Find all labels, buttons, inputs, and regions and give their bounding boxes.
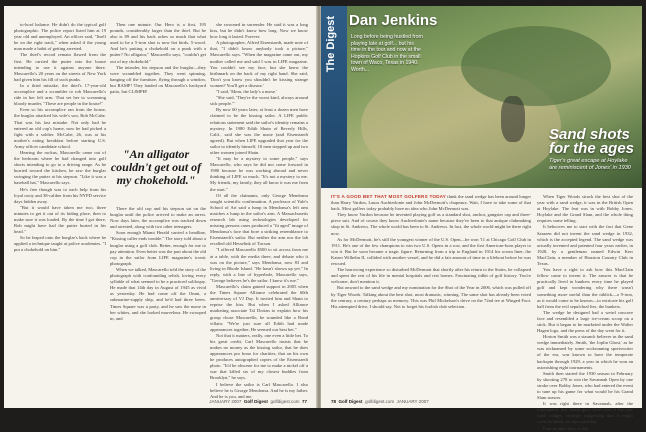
paragraph: Then one minute. Our Hero is a first, 195 pounds, considerably larger than the thief. But he also is 89 and his back aches so much that what used to be a 5-iron shot is now 6ot birds. 5-wood. And he's putting a chokehold on a punk with a putter? No alligator," Mascarello says, "couldn't get out of my chokehold.": [110, 22, 206, 64]
article-headline: Sand shots for the ages: [549, 126, 635, 157]
paragraph: I believe the sailor is Carl Mascarello. I also believe he is George Mendonsa. And he is my father. And he is you, and me.: [210, 381, 308, 399]
right-footer: [331, 399, 429, 404]
right-footer-magazine: Golf Digest: [338, 399, 363, 404]
paragraph: When we talked, Mascarello told the story of the photograph with confounding relish, loving every syllable of what seemed to be a practiced soliloquy. He made that 14th day in August of 1945 as vivid as yesterday. He had come off the Omni, a submarine-supply ship, and he'd had three beers. Times Square was a party, and he saw the nurse in her whites, and she looked marvelous. He swooped in, and: [110, 266, 206, 321]
lead-in-caps: IT'S A GOOD BET THAT MOST GOLFERS TODAY: [331, 194, 447, 199]
article-deck: Tiger's great escape at Hoylake are reminiscent of Jones' in 1930: [549, 158, 631, 171]
paragraph: to-hoof balance. He didn't do the typical golf photographic. The police report listed him at 19 year old and unemployed. An officer said, "Itself be on the right track," when asked if the young man made a habit of getting arrested.: [14, 22, 106, 52]
left-footer-site: golfdigest.com: [270, 399, 300, 404]
paragraph: Horton Smith was a staunch believer in the sand wedge immediately. Smith, 'the Joplin Ghost,' as he was nicknamed by some sockrunning sportswriter of the era, was known to have the temperate backspin through 1929, a year in which he won an astonishing eight tournaments.: [537, 334, 633, 370]
paragraph: she swooned in surrender. He said it was a long kiss, but he didn't know how long. Now we know how long it lasted. Forever.: [210, 22, 308, 40]
paragraph: A photographer, Alfred Eisenstaedt, made note of that, "I didn't know anybody took a picture," Mascarello says. "When the magazine came out, my mother called me and said I was in LIFE magazine. You couldn't see my face, but she knew the birthmark on the back of my right hand. She said, 'Don't you know you shouldn't be kissing strange women? You'll get a disease.': [210, 40, 308, 88]
paragraph: When Tiger Woods struck the best shot of the year with a sand wedge, it was in the British Open at Hoylake. The feat was in with Bobby Jones, Hoylake and the Grand Slam, and the whole thing requires some telling.: [537, 194, 633, 224]
author-byline: Dan Jenkins: [349, 12, 438, 29]
paragraph: But onward to the sand wedge and my nomination for the Shot of the Year in 2006, which was pulled off by Tiger Woods. Talking about the best shot, most dramatic, winning. The same shot has already been voted the century, a century perhaps as memory. This was Phil Mickelson's drive on the 72nd tee at Winged Foot. His attempted drive, I should say. Not to forget his foolish club selection.: [331, 285, 531, 309]
right-magazine-page: [321, 6, 642, 431]
golf-bunker-photo: [321, 6, 642, 188]
left-footer-page: 77: [301, 399, 307, 404]
paragraph: So he leaped onto the burglar's back where he applied a technique taught at police academies. "I put a chokehold on him.": [14, 235, 106, 253]
paragraph: "I said, 'Mom, the lady's a nurse.': [216, 89, 277, 95]
photo-caption: Long before being hustled from playing late at golf... but his time in the tour and now at the Hopkins Golf Club in the small town of Waco, Texas in 1940. Worth...: [351, 34, 423, 73]
paragraph: "She said, 'They're the worst kind, always around sick people.'": [210, 95, 308, 107]
paragraph: Smith then started the 1930 season in February by shooting 278 to win the Savannah Open by one stroke over Bobby Jones, who had entered the event to tune up his game for what would be his Grand Slam season.: [537, 370, 633, 401]
paragraph: There the old cop and his stepson sat on the burglar until the police arrived to make an arrest. Now days later, the accomplice was tracked down and arrested, along with two other teenagers.: [110, 206, 206, 230]
paragraph: Four months later, it did.: [543, 425, 589, 431]
paragraph: As for McDermott, he's still the youngest winner of the U.S. Open—he won '11 at Chicago Golf Club in 1911. He's one of the few champions to win two U.S. Opens in a row, and the first American-born player to win it. But he soon became a tragic figure. Returning from a trip to England in 1914 his ocean liner, the Kaiser Wilhelm II, collided with another vessel, and he did a fair amount of time in a lifeboat before he was rescued.: [331, 236, 531, 267]
paragraph: He's free though was to each help from his loyal rooty and 38-caliber from his NYPD service days hidden away.: [14, 186, 106, 204]
paragraph: In a third mistake, the thief's 17-year-old accomplice and a scrambler to rob Mascarello's ride in her left arm. That set her to screaming bloody murder, "These are people in the house!": [14, 82, 106, 107]
paragraph: "It may be a mystery to some people," says Mascarello, who says he did not come forward in 1980 because he was working abroad and never thinking of LIFE so much. "It's not a mystery to me. My friends, my family, they all know it was me from the start.": [210, 156, 308, 192]
paragraph: Of all the claimants, only George Mendonsa sought scientific confirmation. A professor of Yale's School of Art said a lump in Mendonsa's left arm matches a lump in the sailor's arm. A Massachusetts research lab using technologies developed for missing persons cases produced a "fit aged" image of Mendonsa's face that bore a striking resemblance to Eisenstaedt's sailor. But neither the arm nor the lab recalled old Hesselink of Tucson.: [210, 192, 308, 247]
paragraph: Hearing the ruckus, Mascarello came out of the bedroom where he had changed into golf shorts intending to go to a driving range. As he hurried toward the kitchen, he saw the burglar swinging the putter at his stepson. "Like it was a baseball bat," Mascarello says.: [14, 149, 106, 186]
fairway-mound-shape: [461, 26, 611, 106]
paragraph: The wedge he designed had a weird concave face and resembled a large ice-cream scoop on a stick. But it began to be marketed under the Walter Hagen logo, and the press of the day went for it.: [537, 309, 633, 334]
paragraph: It behooves me to start with the fact that Gene Sarazen did not invent the sand wedge in 1932, which is the accepted legend. The sand wedge was actually invented and patented four years earlier, in 1928, by a gentleman named Edwin Kerr MacClain, a member of Houston Country Club in Texas.: [537, 224, 633, 267]
paragraph: Even so his accomplice ran from the house, the burglar attacked his wife's son, Rob McCabe. That was his last mistake. Not only had he entered an old cop's home, now he had picked a fight with a soldier. McCabe, 26, was at his mother's eating breakfast before starting U.S. Army officer candidate school.: [14, 107, 106, 149]
left-footer: [209, 399, 307, 404]
paragraph: It was right there in Savannah, after the tournament, that Smith gave Jones one of the new sand wedges, strongly suggesting that it might come in handy for him someday.: [537, 401, 633, 425]
right-footer-site: golfdigest.com: [365, 399, 395, 404]
paragraph: Not that it matters, really, one even a little bet. To his great credit, Carl Mascarello insists that he makes no money as the kissing sailor, that he does appearances pro bono for charities, that on his own he produces autographed copies of the Eisenstaedt photo. "It'd be obscene for me to make a nickel off a war that killed six of my closest buddies from Brooklyn," he says.: [210, 332, 308, 381]
pull-quote: "An alligator couldn't get out of my chokehold.": [110, 147, 202, 187]
paragraph: "I offered Mascarello $500 to sit across from me at a table, with the media there, and debate who it was on the picture," says Mendonsa, now 83 and living in Rhode Island. "He hasn't shown up yet." In reply, with a line of hyperbole, Mascarello says, "George believes he's the sailor. I know it's me.": [210, 247, 308, 283]
left-magazine-page: [4, 6, 317, 408]
right-footer-page: 78: [331, 399, 337, 404]
paragraph: Mascarello's claim gained support in 2005 when the Times Square Alliance celebrated the 60th anniversary of VJ Day. It invited him and Shain to reprise the kiss. But when I asked Alliance marketing associate Tal Dorian to explain how his group chose Mascarello, he sounded like a Bond villain: "We're just sure all Edith had made appearances together, He seemed our best bet.": [210, 284, 308, 332]
paragraph: "But it would have taken me two, three minutes to get it out of its hiding place, then to make sure it was loaded. By the time I got there, Rob might have had the putter buried in his head.": [14, 204, 106, 235]
left-column-2-top: [110, 22, 206, 142]
right-footer-date: JANUARY 2007: [396, 399, 429, 404]
golfer-silhouette: [501, 96, 525, 142]
right-column-2: [537, 194, 633, 431]
paragraph: IT'S A GOOD BET THAT MOST GOLFERS TODAY think the sand wedge has been around longer than Harry Vardon, Laura Auchterlonie and John McDermott's chapeaux. Wait, I have to take some of that back. Most golfers today probably have no idea who John McDermott was.: [331, 194, 531, 212]
digest-section-strip: [321, 6, 347, 188]
paragraph: The intruder, his stepson and the burglar—they were scrambled together. They went spinning, banging off the furniture, flying through a window, but RAMP! They landed on Mascarello's backyard patio, but CLIMPH!: [110, 64, 206, 95]
section-label: The Digest: [325, 16, 337, 73]
left-column-3: [210, 22, 308, 399]
paragraph: Soon enough Miami Herald carried a headline, "Kissing caller ends trouble." The story told about a burglar using a golf club. Better, enough for me to pay attention. Even better was the part about the old cop in the sailor from LIFE magazine's iconic photograph.: [110, 230, 206, 266]
left-footer-magazine: Golf Digest: [243, 399, 268, 404]
paragraph: By now 60 years later, at least a dozen men have claimed to be the kissing sailor. A LIFE public relations statement said the sailor's identity remains a mystery. In 1980 Edith Shain of Beverly Hills, Calif., said she was the nurse (and Eisenstaedt agreed). But when LIFE upgraded that year for the sailor to identify himself, 10 men stepped up and two other women joined Shain.: [210, 107, 308, 155]
right-column-1: [331, 194, 531, 394]
left-column-1: [14, 22, 106, 396]
left-footer-date: JANUARY 2007: [209, 399, 242, 404]
paragraph: They know Vardon because he invented playing golf as a standard shot, anchor, gangster cap and three-piece suit. And of course they know Auchterlonie's name because they've been to that antique clubmaking shop in St. Andrews. The whole world has been to St. Andrews. In fact, the whole world might be there right now.: [331, 212, 531, 236]
paragraph: The thief's record remain flawed from the first. He carried the putter into the house intending to use it against anyone there. Mascarello's 20 years on the streets of New York had given him his fill of such punks.: [14, 52, 106, 82]
paragraph: You have a right to ask how this MacClain fellow came to invent it. The answer is that he practically lived in bunkers every time he played golf and kept wondering why there wasn't something more useful than the niblick—a 9-iron, as it would come to be known—to extricate his golf ball from the evil sepulchral lies, the bunkers.: [537, 267, 633, 309]
left-column-2-bottom: [110, 206, 206, 396]
paragraph: The harrowing experience so disturbed McDermott that shortly after his return to the States, he collapsed and spent the rest of his life in mental hospitals and rest homes. Fascinating tidbit of golf history. You're welcome, don't mention it.: [331, 267, 531, 285]
